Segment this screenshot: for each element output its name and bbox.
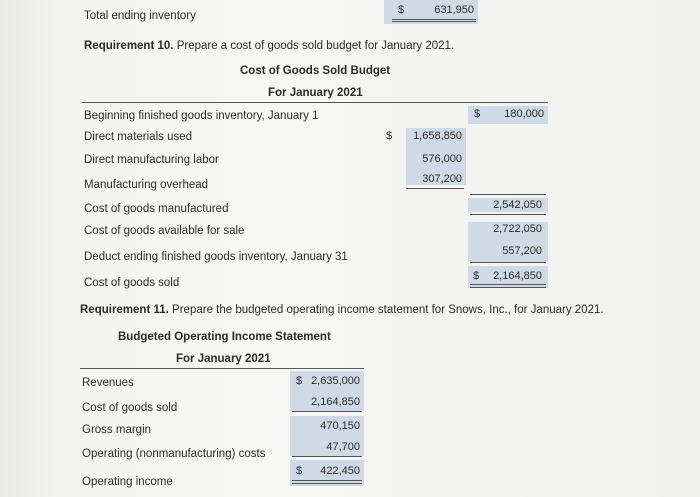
cogs-label: Cost of goods sold <box>84 277 180 289</box>
total-ending-inventory-value: 631,950 <box>434 4 474 16</box>
direct-materials-value: 1,658,850 <box>413 130 462 142</box>
cogm-overline <box>470 194 546 195</box>
req11-label: Requirement 11. <box>80 304 169 316</box>
manufacturing-overhead-label: Manufacturing overhead <box>84 179 209 191</box>
ending-inventory-label: Deduct ending finished goods inventory, January 31 <box>84 251 348 263</box>
income-statement-subtitle: For January 2021 <box>176 353 271 365</box>
req10-label: Requirement 10. <box>84 40 174 52</box>
cogs-dollar: $ <box>473 270 480 282</box>
cogs-value: 2,164,850 <box>493 270 542 282</box>
cgas-value: 2,722,050 <box>493 223 542 235</box>
oi-double-underline-2 <box>292 483 362 484</box>
direct-labor-label: Direct manufacturing labor <box>84 154 219 166</box>
cgas-label: Cost of goods available for sale <box>84 225 245 237</box>
cogs-double-underline-1 <box>470 284 546 285</box>
total-underline-1 <box>392 19 476 20</box>
direct-materials-dollar: $ <box>386 130 393 142</box>
manufacturing-overhead-value: 307,200 <box>422 173 462 185</box>
direct-labor-value: 576,000 <box>422 153 462 165</box>
cogs-header-rule <box>82 102 548 103</box>
req11-text: Prepare the budgeted operating income statement for Snows, Inc., for January 2021. <box>172 304 604 316</box>
operating-costs-value: 47,700 <box>326 441 360 453</box>
cogs-budget-subtitle: For January 2021 <box>268 87 363 99</box>
is-cogs-underline <box>292 411 362 412</box>
ending-inventory-value: 557,200 <box>502 245 542 257</box>
beginning-inventory-label: Beginning finished goods inventory, January 1 <box>84 110 319 122</box>
beginning-inventory-value: 180,000 <box>504 108 544 120</box>
direct-materials-label: Direct materials used <box>84 131 193 143</box>
gross-margin-label: Gross margin <box>82 424 152 436</box>
cogs-budget-title: Cost of Goods Sold Budget <box>240 65 391 77</box>
req10-text: Prepare a cost of goods sold budget for January 2021. <box>176 40 455 52</box>
is-cogs-label: Cost of goods sold <box>82 402 178 414</box>
beginning-inventory-dollar: $ <box>474 108 481 120</box>
req11-heading <box>80 304 604 316</box>
total-underline-2 <box>392 21 476 22</box>
cogm-underline <box>470 214 546 215</box>
revenues-value: 2,635,000 <box>311 375 360 387</box>
oi-double-underline-1 <box>292 480 362 481</box>
operating-income-label: Operating income <box>82 476 173 488</box>
cogm-label: Cost of goods manufactured <box>84 203 229 215</box>
overhead-underline <box>406 188 464 189</box>
cogs-double-underline-2 <box>470 287 546 288</box>
total-ending-inventory-dollar: $ <box>398 4 405 16</box>
revenues-label: Revenues <box>82 377 134 389</box>
income-statement-title: Budgeted Operating Income Statement <box>118 331 331 343</box>
is-cogs-value: 2,164,850 <box>311 396 360 408</box>
opex-underline <box>292 456 362 457</box>
operating-income-dollar: $ <box>296 465 303 477</box>
req10-heading <box>84 40 454 52</box>
operating-costs-label: Operating (nonmanufacturing) costs <box>82 448 266 460</box>
revenues-dollar: $ <box>296 375 303 387</box>
gross-margin-value: 470,150 <box>320 420 360 432</box>
income-header-rule <box>80 368 364 369</box>
ending-underline <box>470 262 546 263</box>
operating-income-value: 422,450 <box>320 465 360 477</box>
cogm-value: 2,542,050 <box>493 199 542 211</box>
total-ending-inventory-label: Total ending inventory <box>84 10 196 22</box>
